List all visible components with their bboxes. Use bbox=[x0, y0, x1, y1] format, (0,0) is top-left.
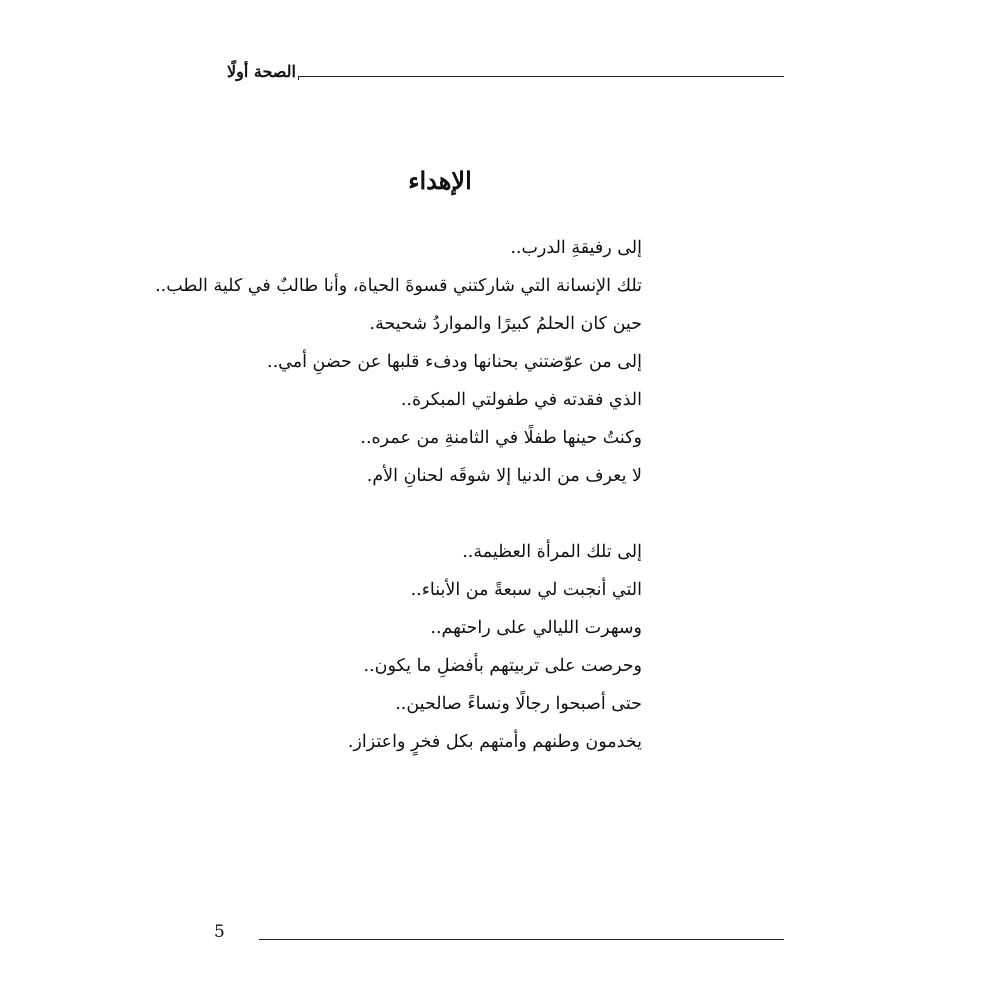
dedication-line: يخدمون وطنهم وأمتهم بكل فخرٍ واعتزاز. bbox=[347, 732, 642, 752]
dedication-line: التي أنجبت لي سبعةً من الأبناء.. bbox=[410, 580, 642, 600]
dedication-line: حين كان الحلمُ كبيرًا والمواردُ شحيحة. bbox=[369, 314, 642, 334]
dedication-line: إلى تلك المرأة العظيمة.. bbox=[462, 542, 642, 562]
running-title: الصحة أولًا bbox=[227, 62, 296, 81]
dedication-line: إلى رفيقةِ الدرب.. bbox=[510, 238, 642, 258]
footer-rule bbox=[259, 939, 784, 940]
header-rule-tick bbox=[298, 76, 299, 80]
dedication-line: وكنتُ حينها طفلًا في الثامنةِ من عمره.. bbox=[360, 428, 642, 448]
dedication-line: حتى أصبحوا رجالًا ونساءً صالحين.. bbox=[395, 694, 642, 714]
page-number: 5 bbox=[214, 922, 225, 942]
header-rule bbox=[298, 76, 784, 77]
dedication-line: إلى من عوّضتني بحنانها ودفء قلبها عن حضنِ أمي.. bbox=[267, 352, 642, 372]
dedication-line: وسهرت الليالي على راحتهم.. bbox=[430, 618, 642, 638]
dedication-line: وحرصت على تربيتهم بأفضلِ ما يكون.. bbox=[363, 656, 642, 676]
chapter-title: الإهداء bbox=[408, 166, 472, 195]
dedication-line: الذي فقدته في طفولتي المبكرة.. bbox=[400, 390, 642, 410]
dedication-line: تلك الإنسانة التي شاركتني قسوةَ الحياة، وأنا طالبٌ في كلية الطب.. bbox=[155, 276, 642, 296]
dedication-line: لا يعرف من الدنيا إلا شوقَه لحنانِ الأم. bbox=[366, 466, 642, 486]
